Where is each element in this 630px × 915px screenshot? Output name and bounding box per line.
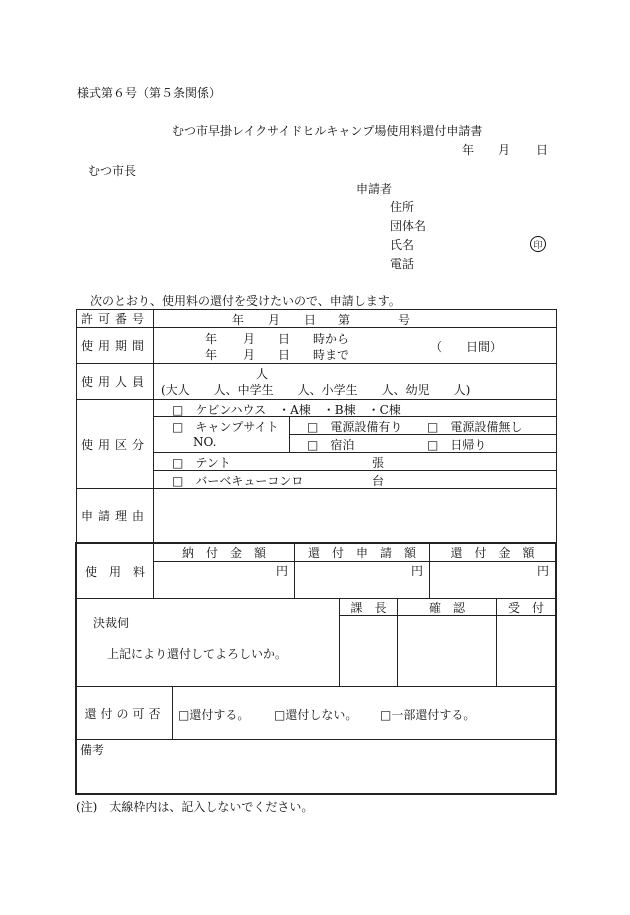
period-to-month: 月 (243, 348, 256, 362)
permit-dai: 第 (338, 313, 351, 327)
approval-confirm: 確 認 (428, 600, 465, 615)
category-power-yes[interactable]: □ 電源設備有り (307, 420, 403, 434)
approval-receipt: 受 付 (507, 600, 544, 615)
fee-col-requested: 還 付 申 請 額 (307, 546, 416, 560)
permit-month: 月 (268, 313, 281, 327)
date-day: 日 (536, 143, 549, 157)
period-from-year: 年 (205, 332, 218, 346)
approval-chief: 課 長 (350, 600, 387, 615)
remarks-label: 備考 (80, 743, 105, 757)
category-tent-unit: 張 (372, 456, 385, 470)
period-to-year: 年 (205, 348, 218, 362)
kessai-label: 決裁伺 (93, 616, 130, 630)
category-stay[interactable]: □ 宿泊 (307, 438, 355, 452)
people-label: 使用人員 (80, 375, 149, 389)
fee-col-paid: 納 付 金 額 (181, 546, 266, 560)
people-breakdown: (大人 人、中学生 人、小学生 人、幼児 人) (161, 383, 471, 397)
addressee: むつ市長 (88, 164, 137, 178)
people-total-unit: 人 (256, 367, 269, 381)
refund-option-yes[interactable]: □還付する。 (178, 708, 250, 722)
date-year: 年 (462, 143, 475, 157)
applicant-address: 住所 (390, 200, 415, 214)
applicant-phone: 電話 (390, 257, 415, 271)
date-month: 月 (498, 143, 511, 157)
category-day-trip[interactable]: □ 日帰り (427, 438, 487, 452)
applicant-name: 氏名 (390, 238, 415, 252)
permit-day: 日 (304, 313, 317, 327)
seal-mark: 印 (530, 236, 546, 252)
category-bbq[interactable]: □ バーベキューコンロ (172, 474, 304, 488)
form-number: 様式第６号（第５条関係） (77, 86, 222, 100)
refund-label: 還付の可否 (84, 706, 165, 721)
refund-option-no[interactable]: □還付しない。 (274, 708, 358, 722)
fee-requested-unit: 円 (410, 563, 423, 578)
period-from-day: 日 (278, 332, 291, 346)
applicant-label: 申請者 (356, 182, 393, 196)
category-campsite[interactable]: □ キャンプサイト (172, 420, 279, 434)
permit-go: 号 (398, 313, 411, 327)
approval-text: 上記により還付してよろしいか。 (107, 647, 288, 661)
reason-label: 申請理由 (80, 509, 149, 523)
period-from-month: 月 (243, 332, 256, 346)
fee-paid-unit: 円 (275, 563, 288, 578)
fee-label: 使 用 料 (84, 564, 145, 579)
refund-option-partial[interactable]: □一部還付する。 (380, 708, 476, 722)
category-cabin[interactable]: □ ケビンハウス ・A棟 ・B棟 ・C棟 (172, 403, 401, 417)
period-days: （ 日間） (430, 340, 503, 354)
category-tent[interactable]: □ テント (172, 456, 231, 470)
applicant-group: 団体名 (390, 219, 427, 233)
period-to-time: 時まで (313, 348, 350, 362)
permit-year: 年 (232, 313, 245, 327)
period-to-day: 日 (278, 348, 291, 362)
form-title: むつ市早掛レイクサイドヒルキャンプ場使用料還付申請書 (172, 124, 483, 138)
permit-label: 許可番号 (80, 312, 149, 326)
category-campsite-no: NO. (193, 435, 217, 449)
category-bbq-unit: 台 (372, 474, 385, 488)
category-label: 使用区分 (80, 437, 149, 452)
period-label: 使用期間 (80, 339, 149, 353)
intro-text: 次のとおり、使用料の還付を受けたいので、申請します。 (90, 294, 401, 308)
fee-refund-unit: 円 (536, 563, 549, 578)
fee-col-refund: 還 付 金 額 (450, 546, 535, 560)
footnote: (注) 太線枠内は、記入しないでください。 (76, 800, 314, 814)
category-power-no[interactable]: □ 電源設備無し (427, 420, 523, 434)
period-from-time: 時から (313, 332, 350, 346)
